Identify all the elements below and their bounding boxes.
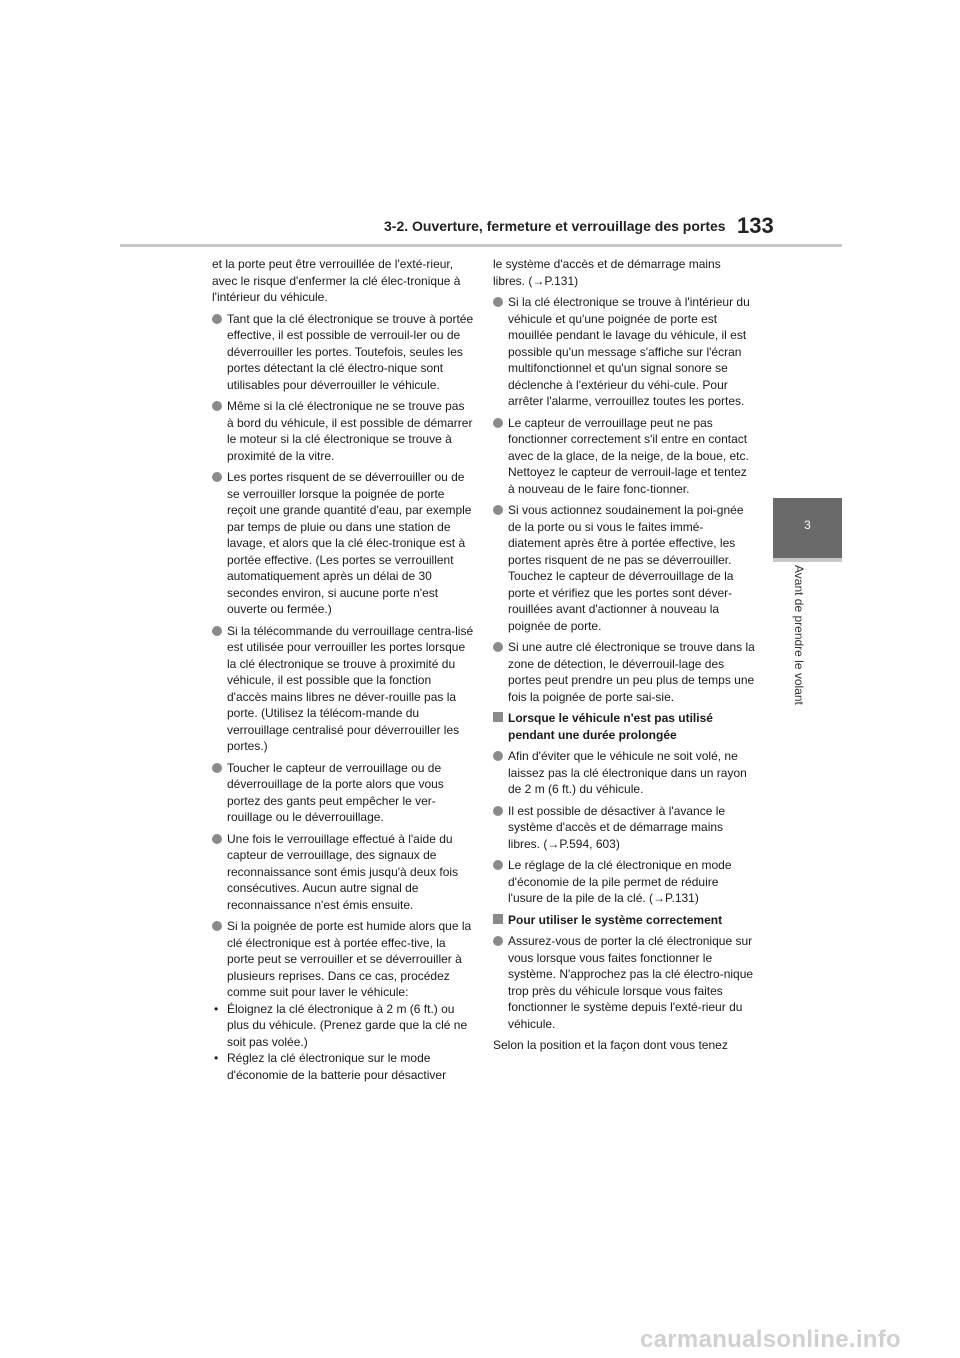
section-heading-text: Pour utiliser le système correctement xyxy=(508,912,723,927)
sub-bullet-marker: • xyxy=(214,1001,219,1016)
sub-list-item xyxy=(212,1001,474,1051)
list-item xyxy=(212,469,474,618)
list-item-text: Même si la clé électronique ne se trouve pas à bord du véhicule, il est possible de démarrer le moteur si la clé électronique se trouve à proximité de la vitre. xyxy=(227,399,473,463)
list-item-text: Si vous actionnez soudainement la poi-gnée de la porte ou si vous le faites immé-diatement après être à portée effective, les portes risquent de ne pas se déverrouiller. Touchez le capteur de déverrouillage de la porte et vérifiez que les portes sont déver-rouillées avant d'actionner à nouveau la poignée de porte. xyxy=(508,503,744,633)
bullet-dot-icon xyxy=(493,936,503,946)
bullet-dot-icon xyxy=(493,297,503,307)
list-item-text: Si une autre clé électronique se trouve dans la zone de détection, le déverrouil-lage des portes peut prendre un peu plus de temps une fois la poignée de porte sai-sie. xyxy=(508,640,755,704)
list-item xyxy=(212,760,474,826)
list-item-text: Le capteur de verrouillage peut ne pas fonctionner correctement s'il entre en contact avec de la glace, de la neige, de la boue, etc. Nettoyez le capteur de verrouil-lage et tentez à nouveau de le faire fonc-tionner. xyxy=(508,415,749,496)
header-rule xyxy=(120,244,842,247)
list-item xyxy=(212,311,474,394)
bullet-dot-icon xyxy=(212,763,222,773)
bullet-dot-icon xyxy=(493,751,503,761)
list-item xyxy=(493,803,755,853)
chapter-number: 3 xyxy=(804,518,811,532)
list-item xyxy=(493,933,755,1032)
bullet-dot-icon xyxy=(212,834,222,844)
left-column xyxy=(212,256,474,1083)
list-item-text: Tant que la clé électronique se trouve à portée effective, il est possible de verrouil-ler ou de déverrouiller les portes. Toutefois, seules les portes détectant la clé électro-nique sont utilisables pour déverrouiller le véhicule. xyxy=(227,311,474,392)
list-item xyxy=(493,748,755,798)
bullet-dot-icon xyxy=(212,921,222,931)
bullet-dot-icon xyxy=(212,401,222,411)
section-heading xyxy=(493,710,755,743)
list-item-text: Il est possible de désactiver à l'avance le système d'accès et de démarrage mains libres. (→P.594, 603) xyxy=(508,803,726,851)
list-item xyxy=(212,623,474,755)
section-heading-text: Lorsque le véhicule n'est pas utilisé pendant une durée prolongée xyxy=(508,711,713,742)
list-item xyxy=(212,398,474,464)
list-item xyxy=(212,918,474,1001)
list-item-text: Le réglage de la clé électronique en mode d'économie de la pile permet de réduire l'usure de la pile de la clé. (→P.131) xyxy=(508,858,732,905)
list-item-text: Une fois le verrouillage effectué à l'aide du capteur de verrouillage, des signaux de reconnaissance sont émis jusqu'à deux fois consécutives. Aucun autre signal de reconnaissance n'est émis ensuite. xyxy=(227,831,459,912)
bullet-dot-icon xyxy=(493,860,503,870)
bullet-dot-icon xyxy=(493,418,503,428)
left-intro: et la porte peut être verrouillée de l'exté-rieur, avec le risque d'enfermer la clé élec-tronique à l'intérieur du véhicule. xyxy=(212,257,461,304)
list-item-text: Afin d'éviter que le véhicule ne soit volé, ne laissez pas la clé électronique dans un rayon de 2 m (6 ft.) du véhicule. xyxy=(508,749,747,796)
list-item xyxy=(493,415,755,498)
chapter-tab[interactable] xyxy=(773,498,842,558)
list-item-text: Toucher le capteur de verrouillage ou de déverrouillage de la porte alors que vous portez des gants peut empêcher le ver-rouillage ou le déverrouillage. xyxy=(227,760,444,824)
right-outro: Selon la position et la façon dont vous tenez xyxy=(493,1038,728,1052)
bullet-dot-icon xyxy=(212,626,222,636)
section-heading xyxy=(493,912,755,929)
watermark-logo: carmanualsonline.info xyxy=(640,1326,902,1353)
list-item-text: Les portes risquent de se déverrouiller ou de se verrouiller lorsque la poignée de porte reçoit une grande quantité d'eau, par exemple par temps de pluie ou dans une station de lavage, et alors que la clé élec-tronique est à portée effective. (Les portes se verrouillent automatiquement après un délai de 30 secondes environ, si aucune porte n'est ouverte ou fermée.) xyxy=(227,470,472,616)
list-item xyxy=(493,502,755,634)
bullet-dot-icon xyxy=(493,505,503,515)
bullet-dot-icon xyxy=(493,642,503,652)
list-item-text: Si la clé électronique se trouve à l'intérieur du véhicule et qu'une poignée de porte est mouillée pendant le lavage du véhicule, il est possible qu'un message s'affiche sur l'écran multifonctionnel et qu'un signal sonore se déclenche à l'extérieur du véhi-cule. Pour arrêter l'alarme, verrouillez toutes les portes. xyxy=(508,295,750,408)
sub-bullet-marker: • xyxy=(214,1051,219,1065)
list-item-text: Si la télécommande du verrouillage centra-lisé est utilisée pour verrouiller les portes lorsque la clé électronique se trouve à proximité du véhicule, il est possible que la fonction d'accès mains libres ne déver-rouille pas la porte. (Utilisez la télécom-mande du verrouillage centralisé pour déverrouiller les portes.) xyxy=(227,623,474,753)
list-item xyxy=(212,831,474,914)
list-item-text: Si la poignée de porte est humide alors que la clé électronique est à portée effec-tive, la porte peut se verrouiller et se déverrouiller à plusieurs reprises. Dans ce cas, procédez comme suit pour laver le véhicule: xyxy=(227,919,472,999)
sub-list-item-text: Réglez la clé électronique sur le mode d'économie de la batterie pour désactiver xyxy=(227,1051,447,1082)
bullet-dot-icon xyxy=(212,472,222,482)
right-column xyxy=(493,256,755,1059)
chapter-label: Avant de prendre le volant xyxy=(792,565,806,705)
list-item xyxy=(493,857,755,907)
heading-square-icon xyxy=(493,914,503,924)
bullet-dot-icon xyxy=(493,806,503,816)
list-item xyxy=(493,639,755,705)
heading-square-icon xyxy=(493,712,503,722)
chapter-tab-rule xyxy=(773,558,842,562)
sub-list-item-text: Éloignez la clé électronique à 2 m (6 ft.) ou plus du véhicule. (Prenez garde que la clé ne soit pas volée.) xyxy=(227,1001,468,1049)
list-item-text: Assurez-vous de porter la clé électronique sur vous lorsque vous faites fonctionner le système. N'approchez pas la clé électro-nique trop près du véhicule lorsque vous faites fonctionner le système depuis l'exté-rieur du véhicule. xyxy=(508,934,754,1031)
bullet-dot-icon xyxy=(212,314,222,324)
sub-list-item xyxy=(212,1050,474,1083)
list-item xyxy=(493,294,755,410)
section-title: 3-2. Ouverture, fermeture et verrouillage des portes xyxy=(384,218,726,234)
right-intro: le système d'accès et de démarrage mains libres. (→P.131) xyxy=(493,257,721,288)
page-number: 133 xyxy=(737,213,774,238)
